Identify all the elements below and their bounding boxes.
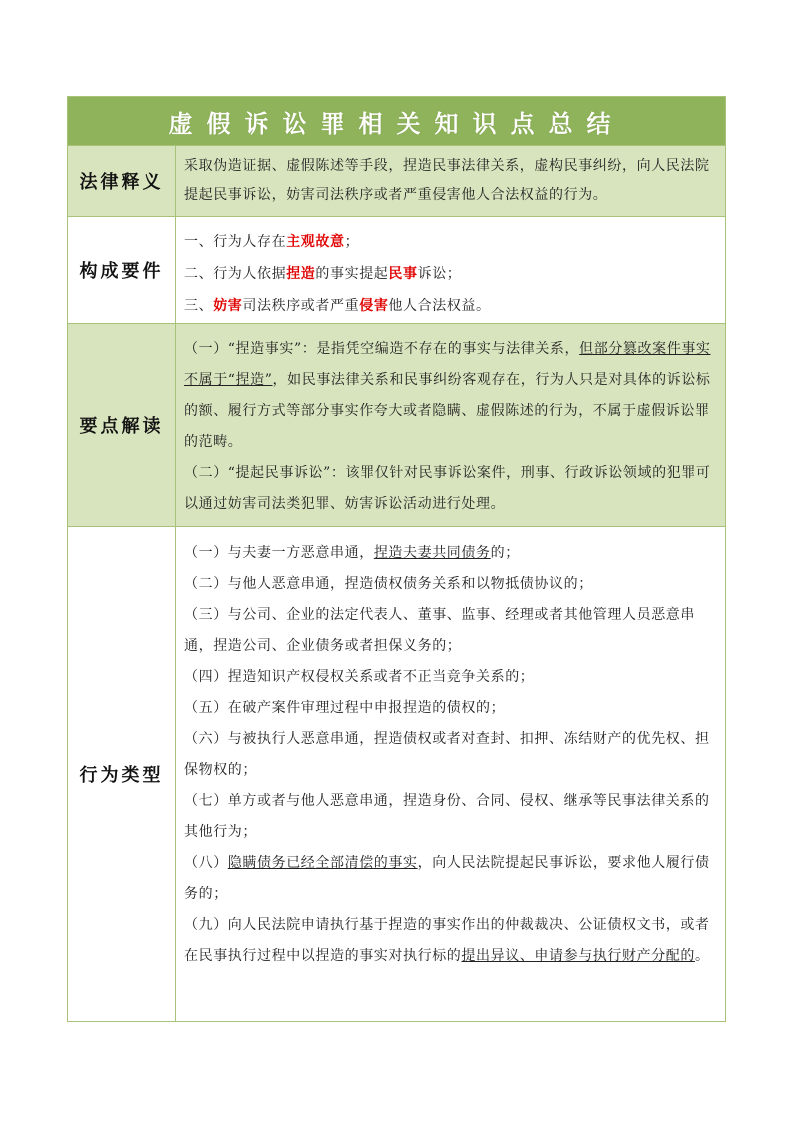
row-key-points bbox=[68, 324, 725, 527]
type-item-1: （一）与夫妻一方恶意串通，捏造夫妻共同债务的； bbox=[184, 545, 520, 561]
summary-table bbox=[67, 96, 726, 1022]
key-point-1: （一）“捏造事实”：是指凭空编造不存在的事实与法律关系，但部分篡改案件事实不属于“捏造”，如民事法律关系和民事纠纷客观存在，行为人只是对具体的诉讼标的额、履行方式等部分事实作夸大或者隐瞒、虚假陈述的行为，不属于虚假诉讼罪的范畴。 bbox=[184, 341, 711, 450]
content-key-points bbox=[176, 324, 725, 526]
emphasis-text: 主观故意 bbox=[286, 234, 345, 250]
type-item-2: （二）与他人恶意串通，捏造债权债务关系和以物抵债协议的； bbox=[184, 576, 593, 592]
content-types bbox=[176, 527, 725, 1021]
row-definition bbox=[68, 146, 725, 217]
row-types bbox=[68, 527, 725, 1021]
label-elements: 构成要件 bbox=[68, 217, 176, 323]
underlined-text: 但部分篡改案件事实不属于“捏造” bbox=[184, 341, 711, 388]
content-elements bbox=[176, 217, 725, 323]
table-title: 虚假诉讼罪相关知识点总结 bbox=[68, 97, 725, 146]
label-definition: 法律释义 bbox=[68, 146, 176, 216]
emphasis-text: 捏造 bbox=[286, 266, 316, 282]
type-item-6: （六）与被执行人恶意串通，捏造债权或者对查封、扣押、冻结财产的优先权、担保物权的； bbox=[184, 731, 710, 778]
type-item-8: （八）隐瞒债务已经全部清偿的事实，向人民法院提起民事诉讼，要求他人履行债务的； bbox=[184, 855, 710, 902]
type-item-3: （三）与公司、企业的法定代表人、董事、监事、经理或者其他管理人员恶意串通，捏造公司、企业债务或者担保义务的； bbox=[184, 607, 695, 654]
element-item-2: 二、行为人依据捏造的事实提起民事诉讼； bbox=[184, 266, 462, 282]
key-point-2: （二）“提起民事诉讼”：该罪仅针对民事诉讼案件，刑事、行政诉讼领域的犯罪可以通过妨害司法类犯罪、妨害诉讼活动进行处理。 bbox=[184, 465, 711, 512]
type-item-7: （七）单方或者与他人恶意串通，捏造身份、合同、侵权、继承等民事法律关系的其他行为； bbox=[184, 793, 710, 840]
underlined-text: 捏造夫妻共同债务 bbox=[373, 545, 491, 561]
emphasis-text: 侵害 bbox=[359, 298, 389, 314]
type-item-5: （五）在破产案件审理过程中申报捏造的债权的； bbox=[184, 700, 506, 716]
definition-text: 采取伪造证据、虚假陈述等手段，捏造民事法律关系，虚构民事纠纷，向人民法院提起民事诉讼，妨害司法秩序或者严重侵害他人合法权益的行为。 bbox=[184, 158, 710, 203]
element-item-3: 三、妨害司法秩序或者严重侵害他人合法权益。 bbox=[184, 298, 491, 314]
emphasis-text: 妨害 bbox=[213, 298, 243, 314]
label-key-points: 要点解读 bbox=[68, 324, 176, 526]
label-types: 行为类型 bbox=[68, 527, 176, 1021]
type-item-9: （九）向人民法院申请执行基于捏造的事实作出的仲裁裁决、公证债权文书，或者在民事执行过程中以捏造的事实对执行标的提出异议、申请参与执行财产分配的。 bbox=[184, 917, 710, 964]
row-elements bbox=[68, 217, 725, 324]
element-item-1: 一、行为人存在主观故意； bbox=[184, 234, 360, 250]
underlined-text: 隐瞒债务已经全部清偿的事实 bbox=[227, 855, 418, 871]
emphasis-text: 民事 bbox=[388, 266, 418, 282]
content-definition bbox=[176, 146, 725, 216]
type-item-4: （四）捏造知识产权侵权关系或者不正当竞争关系的； bbox=[184, 669, 535, 685]
underlined-text: 提出异议、申请参与执行财产分配的 bbox=[461, 948, 696, 964]
